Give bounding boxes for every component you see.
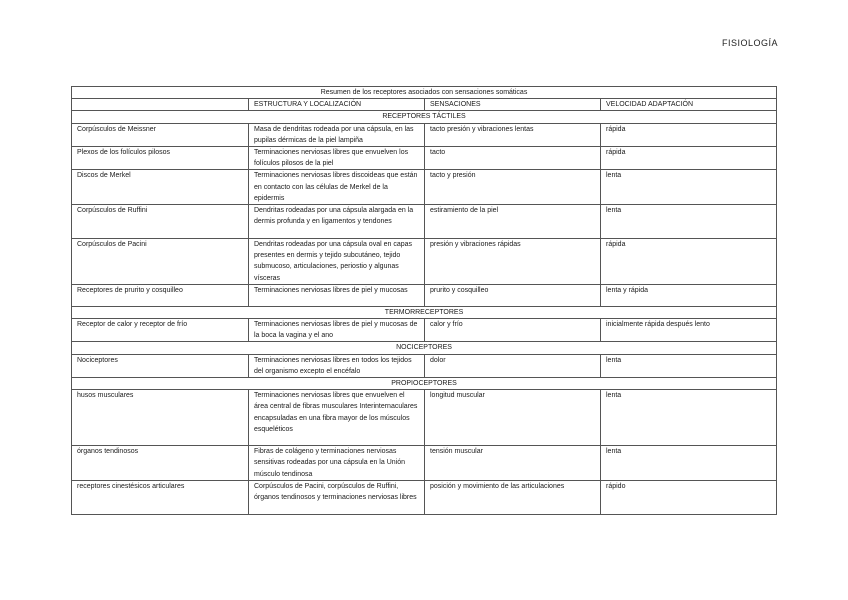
receptor-name-cell: receptores cinestésicos articulares bbox=[72, 480, 249, 514]
table-row bbox=[72, 319, 777, 342]
receptor-name-cell: Corpúsculos de Ruffini bbox=[72, 205, 249, 239]
speed-cell: inicialmente rápida después lento bbox=[601, 319, 777, 342]
document-header: FISIOLOGÍA bbox=[721, 38, 778, 48]
section-row bbox=[72, 378, 777, 390]
section-row bbox=[72, 342, 777, 354]
section-title: TERMORRECEPTORES bbox=[72, 306, 777, 318]
column-header-sensation: SENSACIONES bbox=[425, 99, 601, 111]
receptor-name-cell: Receptores de prurito y cosquilleo bbox=[72, 284, 249, 306]
sensation-cell: tensión muscular bbox=[425, 446, 601, 481]
speed-cell: rápida bbox=[601, 123, 777, 146]
receptors-table bbox=[71, 86, 777, 515]
table-header-row bbox=[72, 99, 777, 111]
section-title: PROPIOCEPTORES bbox=[72, 378, 777, 390]
table-caption: Resumen de los receptores asociados con sensaciones somáticas bbox=[72, 87, 777, 99]
table-caption-row bbox=[72, 87, 777, 99]
section-title: NOCICEPTORES bbox=[72, 342, 777, 354]
speed-cell: lenta bbox=[601, 446, 777, 481]
receptor-name-cell: Nociceptores bbox=[72, 354, 249, 377]
sensation-cell: dolor bbox=[425, 354, 601, 377]
receptor-name-cell: husos musculares bbox=[72, 390, 249, 446]
speed-cell: lenta bbox=[601, 205, 777, 239]
table-row bbox=[72, 123, 777, 146]
speed-cell: lenta y rápida bbox=[601, 284, 777, 306]
structure-cell: Fibras de colágeno y terminaciones nerviosas sensitivas rodeadas por una cápsula en la Unión músculo tendinosa bbox=[249, 446, 425, 481]
sensation-cell: posición y movimiento de las articulaciones bbox=[425, 480, 601, 514]
speed-cell: rápido bbox=[601, 480, 777, 514]
sensation-cell: estiramiento de la piel bbox=[425, 205, 601, 239]
sensation-cell: tacto y presión bbox=[425, 170, 601, 205]
speed-cell: lenta bbox=[601, 390, 777, 446]
structure-cell: Terminaciones nerviosas libres en todos los tejidos del organismo excepto el encéfalo bbox=[249, 354, 425, 377]
receptor-name-cell: órganos tendinosos bbox=[72, 446, 249, 481]
column-header-speed: VELOCIDAD ADAPTACIÓN bbox=[601, 99, 777, 111]
table-body bbox=[72, 87, 777, 515]
structure-cell: Dendritas rodeadas por una cápsula alargada en la dermis profunda y en ligamentos y tendones bbox=[249, 205, 425, 239]
structure-cell: Masa de dendritas rodeada por una cápsula, en las pupilas dérmicas de la piel lampiña bbox=[249, 123, 425, 146]
table-row bbox=[72, 170, 777, 205]
sensation-cell: longitud muscular bbox=[425, 390, 601, 446]
speed-cell: lenta bbox=[601, 354, 777, 377]
structure-cell: Dendritas rodeadas por una cápsula oval en capas presentes en dermis y tejido subcutáneo, tejido submucoso, articulaciones, periostio y algunas vísceras bbox=[249, 239, 425, 285]
sensation-cell: tacto presión y vibraciones lentas bbox=[425, 123, 601, 146]
table-row bbox=[72, 147, 777, 170]
structure-cell: Terminaciones nerviosas libres de piel y mucosas de la boca la vagina y el ano bbox=[249, 319, 425, 342]
speed-cell: rápida bbox=[601, 147, 777, 170]
section-row bbox=[72, 306, 777, 318]
receptor-name-cell: Discos de Merkel bbox=[72, 170, 249, 205]
table-row bbox=[72, 239, 777, 285]
structure-cell: Terminaciones nerviosas libres de piel y mucosas bbox=[249, 284, 425, 306]
speed-cell: lenta bbox=[601, 170, 777, 205]
sensation-cell: prurito y cosquilleo bbox=[425, 284, 601, 306]
table-row bbox=[72, 205, 777, 239]
sensation-cell: tacto bbox=[425, 147, 601, 170]
receptor-name-cell: Receptor de calor y receptor de frío bbox=[72, 319, 249, 342]
speed-cell: rápida bbox=[601, 239, 777, 285]
sensation-cell: calor y frío bbox=[425, 319, 601, 342]
structure-cell: Terminaciones nerviosas libres que envuelven el área central de fibras musculares Interinternaculares encapsuladas en una fibra mayor de los músculos esqueléticos bbox=[249, 390, 425, 446]
table-row bbox=[72, 390, 777, 446]
column-header-structure: ESTRUCTURA Y LOCALIZACIÓN bbox=[249, 99, 425, 111]
section-row bbox=[72, 111, 777, 123]
sensation-cell: presión y vibraciones rápidas bbox=[425, 239, 601, 285]
column-header-name bbox=[72, 99, 249, 111]
receptor-name-cell: Plexos de los folículos pilosos bbox=[72, 147, 249, 170]
structure-cell: Corpúsculos de Pacini, corpúsculos de Ruffini, órganos tendinosos y terminaciones nerviosas libres bbox=[249, 480, 425, 514]
receptor-name-cell: Corpúsculos de Meissner bbox=[72, 123, 249, 146]
receptor-name-cell: Corpúsculos de Pacini bbox=[72, 239, 249, 285]
section-title: RECEPTORES TÁCTILES bbox=[72, 111, 777, 123]
structure-cell: Terminaciones nerviosas libres discoideas que están en contacto con las células de Merkel de la epidermis bbox=[249, 170, 425, 205]
table-row bbox=[72, 354, 777, 377]
table-row bbox=[72, 480, 777, 514]
table-row bbox=[72, 284, 777, 306]
table-row bbox=[72, 446, 777, 481]
structure-cell: Terminaciones nerviosas libres que envuelven los folículos pilosos de la piel bbox=[249, 147, 425, 170]
